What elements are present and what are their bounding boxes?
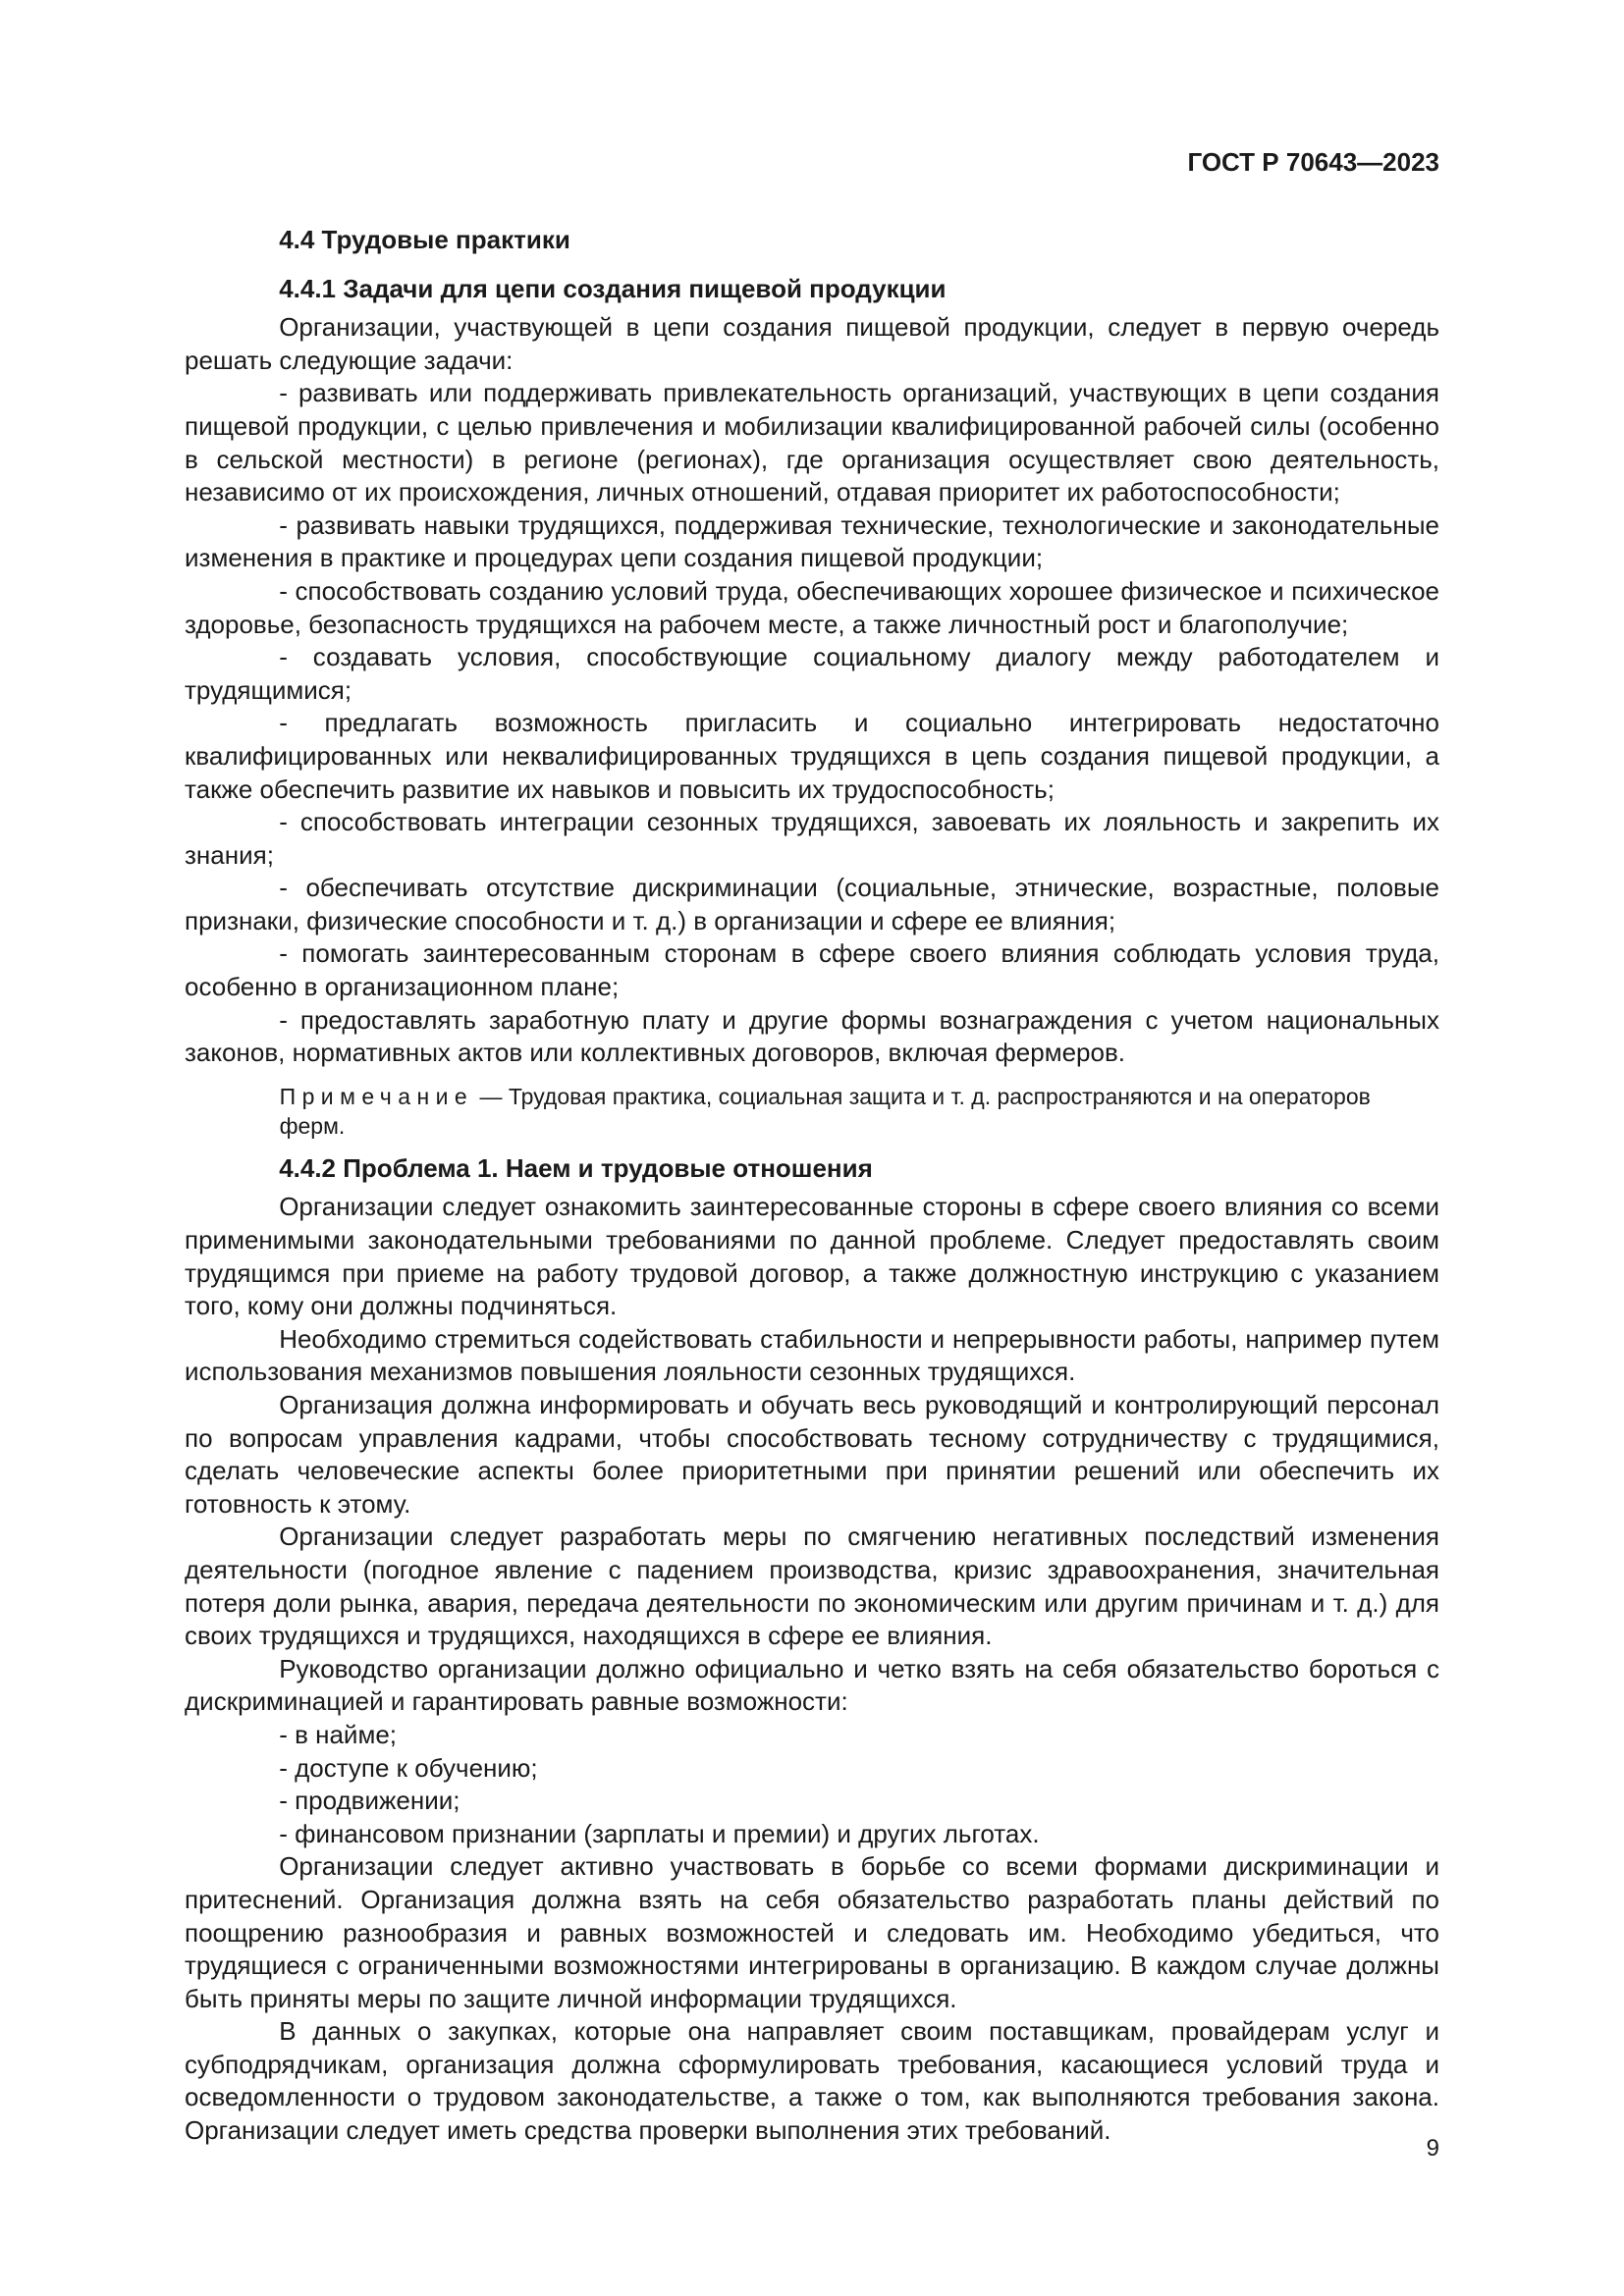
- list-item: - предоставлять заработную плату и другие формы вознаграждения с учетом национальных законов, нормативных актов или коллективных договоров, включая фермеров.: [185, 1004, 1439, 1068]
- paragraph: Организации следует ознакомить заинтересованные стороны в сфере своего влияния со всеми применимыми законодательными требованиями по данной проблеме. Следует предоставлять своим трудящимся при приеме на работу трудовой договор, а также должностную инструкцию с указанием того, кому они должны подчиняться.: [185, 1192, 1439, 1321]
- list-item: - доступе к обучению;: [279, 1752, 538, 1783]
- note: [185, 1082, 1439, 1141]
- list-item: - обеспечивать отсутствие дискриминации (социальные, этнические, возрастные, половые признаки, физические способности и т. д.) в организации и сфере ее влияния;: [185, 873, 1439, 935]
- list-item: - помогать заинтересованным сторонам в сфере своего влияния соблюдать условия труда, особенно в организационном плане;: [185, 938, 1439, 1002]
- note-text: — Трудовая практика, социальная защита и т. д. распространяются и на операторов ферм.: [279, 1083, 1371, 1139]
- paragraph: Руководство организации должно официально и четко взять на себя обязательство бороться с дискриминацией и гарантировать равные возможности:: [185, 1653, 1439, 1717]
- list-item: - развивать навыки трудящихся, поддерживая технические, технологические и законодательные изменения в практике и процедурах цепи создания пищевой продукции;: [185, 509, 1439, 573]
- document-code: ГОСТ Р 70643—2023: [1187, 147, 1439, 177]
- list-item: - способствовать созданию условий труда, обеспечивающих хорошее физическое и психическое здоровье, безопасность трудящихся на рабочем месте, а также личностный рост и благополучие;: [185, 575, 1439, 639]
- paragraph: Необходимо стремиться содействовать стабильности и непрерывности работы, например путем использования механизмов повышения лояльности сезонных трудящихся.: [185, 1323, 1439, 1387]
- section-heading: 4.4 Трудовые практики: [279, 225, 570, 254]
- paragraph: Организации следует активно участвовать в борьбе со всеми формами дискриминации и притеснений. Организация должна взять на себя обязательство разработать планы действий по поощрению разнообразия и равных возможностей и следовать им. Необходимо убедиться, что трудящиеся с ограниченными возможностями интегрированы в организацию. В каждом случае должны быть приняты меры по защите личной информации трудящихся.: [185, 1851, 1439, 2013]
- list-item: - развивать или поддерживать привлекательность организаций, участвующих в цепи создания пищевой продукции, с целью привлечения и мобилизации квалифицированной рабочей силы (особенно в сельской местности) в регионе (регионах), где организация осуществляет свою деятельность, независимо от их происхождения, личных отношений, отдавая приоритет их работоспособности;: [185, 378, 1439, 507]
- page-content: [185, 224, 1439, 2148]
- list-item: - финансовом признании (зарплаты и премии) и других льготах.: [279, 1818, 1040, 1848]
- list-item: - способствовать интеграции сезонных трудящихся, завоевать их лояльность и закрепить их знания;: [185, 807, 1439, 870]
- paragraph: Организация должна информировать и обучать весь руководящий и контролирующий персонал по вопросам управления кадрами, чтобы способствовать тесному сотрудничеству с трудящимися, сделать человеческие аспекты более приоритетными при принятии решений или обеспечить их готовность к этому.: [185, 1390, 1439, 1519]
- subsection-heading-4-4-2: 4.4.2 Проблема 1. Наем и трудовые отношения: [279, 1152, 873, 1183]
- list-item: - предлагать возможность пригласить и социально интегрировать недостаточно квалифицированных или неквалифицированных трудящихся в цепь создания пищевой продукции, а также обеспечить развитие их навыков и повысить их трудоспособность;: [185, 708, 1439, 804]
- subsection-heading-4-4-1: 4.4.1 Задачи для цепи создания пищевой продукции: [279, 273, 947, 303]
- page-number: 9: [1426, 2135, 1439, 2162]
- list-item: - в найме;: [279, 1719, 398, 1749]
- list-item: - продвижении;: [279, 1786, 460, 1816]
- paragraph: Организации следует разработать меры по смягчению негативных последствий изменения деятельности (погодное явление с падением производства, кризис здравоохранения, значительная потеря доли рынка, авария, передача деятельности по экономическим или другим причинам и т. д.) для своих трудящихся и трудящихся, находящихся в сфере ее влияния.: [185, 1522, 1439, 1651]
- subsection-intro: Организации, участвующей в цепи создания пищевой продукции, следует в первую очередь решать следующие задачи:: [185, 312, 1439, 375]
- note-label: Примечание: [279, 1083, 474, 1109]
- list-item: - создавать условия, способствующие социальному диалогу между работодателем и трудящимися;: [185, 642, 1439, 705]
- paragraph: В данных о закупках, которые она направляет своим поставщикам, провайдерам услуг и субподрядчикам, организация должна сформулировать требования, касающиеся условий труда и осведомленности о трудовом законодательстве, а также о том, как выполняются требования закона. Организации следует иметь средства проверки выполнения этих требований.: [185, 2016, 1439, 2146]
